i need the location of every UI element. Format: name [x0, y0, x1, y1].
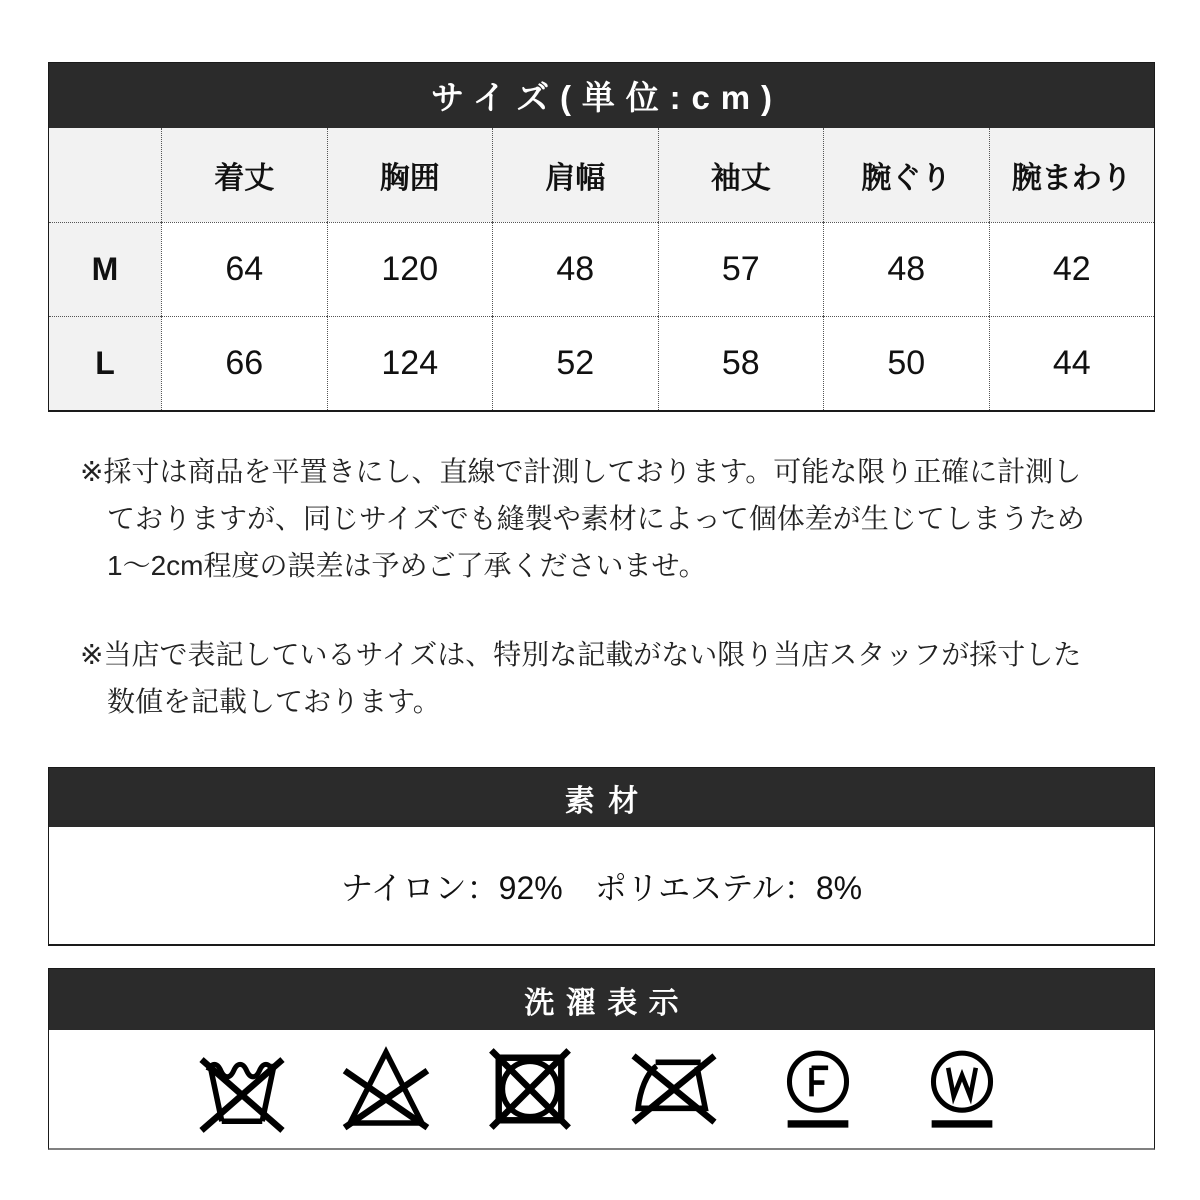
laundry-icon-row	[49, 1030, 1154, 1148]
value-l-arm-circumference: 44	[989, 316, 1155, 410]
column-header-armhole: 腕ぐり	[823, 128, 989, 222]
size-chart-title: サイズ(単位:cm)	[49, 63, 1154, 128]
note-line: ※採寸は商品を平置きにし、直線で計測しております。可能な限り正確に計測し	[80, 456, 1082, 487]
value-m-shoulder: 48	[492, 222, 658, 316]
column-header-sleeve: 袖丈	[658, 128, 824, 222]
value-l-armhole: 50	[823, 316, 989, 410]
value-m-armhole: 48	[823, 222, 989, 316]
value-m-sleeve: 57	[658, 222, 824, 316]
corner-cell	[49, 128, 161, 222]
do-not-wash-icon	[196, 1043, 288, 1135]
value-l-chest: 124	[327, 316, 493, 410]
note-line: ※当店で表記しているサイズは、特別な記載がない限り当店スタッフが採寸した	[80, 639, 1082, 670]
column-header-arm-circumference: 腕まわり	[989, 128, 1155, 222]
column-header-shoulder: 肩幅	[492, 128, 658, 222]
do-not-iron-icon	[628, 1043, 720, 1135]
size-chart-table	[48, 62, 1155, 412]
do-not-tumble-dry-icon	[484, 1043, 576, 1135]
laundry-care-title: 洗濯表示	[49, 969, 1154, 1030]
value-m-body-length: 64	[161, 222, 327, 316]
value-l-sleeve: 58	[658, 316, 824, 410]
do-not-bleach-icon	[340, 1043, 432, 1135]
value-m-arm-circumference: 42	[989, 222, 1155, 316]
material-section	[48, 767, 1155, 946]
laundry-care-section	[48, 968, 1155, 1150]
value-m-chest: 120	[327, 222, 493, 316]
measurement-notes	[48, 448, 1155, 725]
value-l-shoulder: 52	[492, 316, 658, 410]
note-staff-measured	[80, 631, 1155, 725]
note-line: 数値を記載しております。	[107, 686, 441, 717]
note-measurement-accuracy	[80, 448, 1155, 589]
size-chart-grid	[49, 128, 1154, 410]
material-title: 素材	[49, 768, 1154, 827]
note-line: ておりますが、同じサイズでも縫製や素材によって個体差が生じてしまうため	[107, 503, 1085, 534]
note-line: 1〜2cm程度の誤差は予めご了承くださいませ。	[107, 550, 707, 581]
column-header-chest: 胸囲	[327, 128, 493, 222]
size-row-label-l: L	[49, 316, 161, 410]
column-header-body-length: 着丈	[161, 128, 327, 222]
material-composition: ナイロン：92% ポリエステル：8%	[340, 869, 863, 906]
wet-clean-w-gentle-icon	[916, 1043, 1008, 1135]
size-row-label-m: M	[49, 222, 161, 316]
value-l-body-length: 66	[161, 316, 327, 410]
dry-clean-f-gentle-icon	[772, 1043, 864, 1135]
